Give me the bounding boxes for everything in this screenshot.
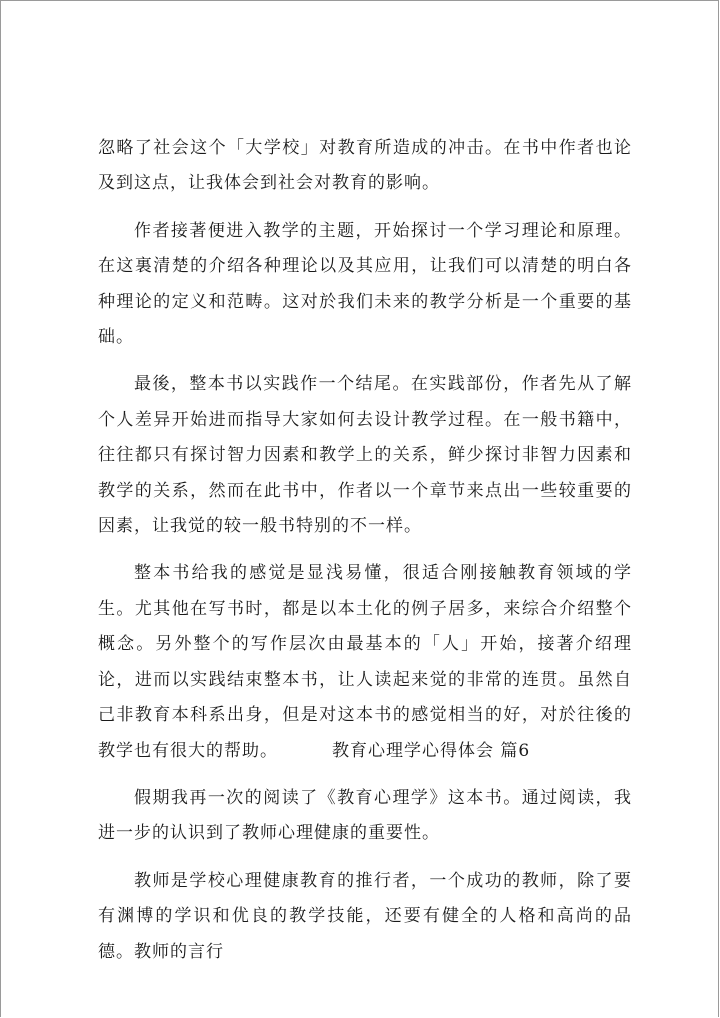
document-body xyxy=(98,131,632,982)
paragraph-3: 最後，整本书以实践作一个结尾。在实践部份，作者先从了解个人差异开始进而指导大家如何去设计教学过程。在一般书籍中，往往都只有探讨智力因素和教学上的关系，鲜少探讨非智力因素和教学的关系，然而在此书中，作者以一个章节来点出一些较重要的因素，让我觉的较一般书特别的不一样。 xyxy=(98,374,632,537)
paragraph-4-text: 整本书给我的感觉是显浅易懂，很适合刚接触教育领域的学生。尤其他在写书时，都是以本土化的例子居多，来综合介绍整个概念。另外整个的写作层次由最基本的「人」开始，接著介绍理论，进而以实践结束整本书，让人读起来觉的非常的连贯。虽然自己非教育本科系出身，但是对这本书的感觉相当的好，对於往後的教学也有很大的帮助。 xyxy=(98,563,632,761)
paragraph-6: 教师是学校心理健康教育的推行者，一个成功的教师，除了要有渊博的学识和优良的教学技能，还要有健全的人格和高尚的品德。教师的言行 xyxy=(98,870,632,962)
section-heading: 教育心理学心得体会 篇6 xyxy=(332,740,531,761)
paragraph-4 xyxy=(98,556,632,768)
paragraph-2: 作者接著便进入教学的主题，开始探讨一个学习理论和原理。在这裏清楚的介绍各种理论以及其应用，让我们可以清楚的明白各种理论的定义和范畴。这对於我们未来的教学分析是一个重要的基础。 xyxy=(98,220,632,348)
paragraph-5: 假期我再一次的阅读了《教育心理学》这本书。通过阅读，我进一步的认识到了教师心理健康的重要性。 xyxy=(98,787,632,844)
paragraph-1: 忽略了社会这个「大学校」对教育所造成的冲击。在书中作者也论及到这点，让我体会到社会对教育的影响。 xyxy=(98,138,632,194)
